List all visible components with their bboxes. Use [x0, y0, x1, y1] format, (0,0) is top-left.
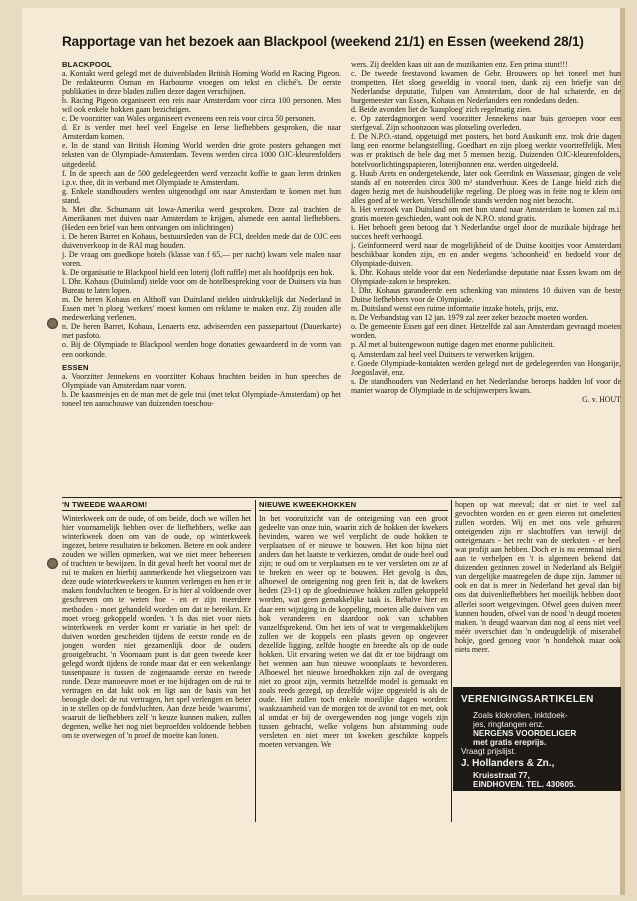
essen-item: l. Dhr. Kohaus garandeerde een schenking van minstens 10 duiven van de beste Duitse liefhebbers voor de Olympiade.: [351, 286, 621, 305]
essen-heading: ESSEN: [62, 362, 89, 372]
punch-hole: [47, 558, 58, 569]
blackpool-item: i. De heren Barret en Kohaus, bestuursleden van de FCI, deelden mede dat de OJC een duivenverkoop in de RAI mag houden.: [62, 231, 341, 250]
blackpool-item: a. Kontakt werd gelegd met de duivenbladen British Homing World en Racing Pigeon. De redakteuren Osman en Harbourne vroegen om tekst en cliché's. De eerste publikaties in deze bladen zullen dezer dagen verschijnen.: [62, 69, 341, 97]
continuation-text: hopen op wat meeval; dat er niet te veel zal gevochten worden en er geen eieren tot omeletten zullen worden. Wij en met ons vele gehuren onteigenden zijn er slachtoffers van terwijl de onteigenaars - het recht van de sterksten - er heel wat profijt aan hebben. Doch er is nu eenmaal niets aan te verhelpen en 't is algemeen bekend dat duizenden gezinnen zowel in Nederland als België van dergelijke maatregelen de dupe zijn. Jammer is ook en dat is meer in Nederland het geval dan bij ons dat duivenliefhebbers het moeilijk hebben door allerlei soort wetgevingen. Ofwel geen duiven meer kunnen houden, ofwel van de nood 'n deugd moeten maken. 'n deugd waarvan dan nog al eens niet veel méér overschiet dan 'n ondeugdelijk of miserabel hokje, goed genoeg voor 'n hondehok maar ook niets meer.: [455, 500, 621, 654]
blackpool-item: j. De vraag om goedkope hotels (klasse van f 65,— per nacht) kwam vele malen naar voren.: [62, 249, 341, 269]
essen-item-b-continued: wers. Zij deelden kaas uit aan de muzikanten enz. Een prima stunt!!!: [351, 60, 568, 69]
essen-item: s. De standhouders van Nederland en het Nederlandse beroeps hadden lof voor de manier waarop de Olympiade in de schijnwerpers kwam.: [351, 376, 621, 395]
essen-item: n. De Verbandstag van 12 jan. 1979 zal zeer zeker bezocht moeten worden.: [351, 313, 589, 323]
author-signature: G. v. HOUT: [582, 394, 621, 404]
essen-item: r. Goede Olympiade-kontakten werden gelegd met de gedelegeerden van Hongarije, Joegoslavië, enz.: [351, 358, 621, 377]
column-divider: [451, 500, 452, 822]
ad-highlight: NERGENS VOORDELIGER: [473, 729, 577, 738]
essen-item-a: a. Voorzitter Jennekens en voorzitter Kohaus brachten beiden in hun speeches de Olympiade van Amsterdam naar voren.: [62, 371, 341, 390]
advertisement: [453, 687, 621, 791]
article-title: Rapportage van het bezoek aan Blackpool (weekend 21/1) en Essen (weekend 28/1): [62, 34, 584, 49]
blackpool-item: g. Enkele standhouders werden uitgenodigd om naar Amsterdam te komen met hun stand.: [62, 186, 341, 205]
blackpool-heading: BLACKPOOL: [62, 60, 112, 69]
blackpool-item: d. Er is verder met heel veel Engelse en Ierse liefhebbers gesproken, die naar Amsterdam komen.: [62, 123, 341, 142]
continuation-column: [455, 500, 621, 654]
essen-item: e. Op zaterdagmorgen werd voorzitter Jennekens naar huis geroepen voor een sterfgeval. Zijn schoonzoon was plotseling overleden.: [351, 114, 621, 133]
essen-item: i. Het behoeft geen betoog dat 't Nederlandse orgel door de muzikale bijdrage het succes heeft verhoogd.: [351, 222, 621, 241]
section-divider: [62, 497, 622, 498]
kweekhokken-heading: NIEUWE KWEEKHOKKEN: [259, 500, 448, 511]
ad-line: Zoals klokrollen, inktdoek-: [473, 711, 568, 720]
ad-line: met gratis ereprijs.: [473, 738, 547, 747]
punch-hole: [47, 318, 58, 329]
essen-items: [351, 69, 621, 395]
waarom-column: [62, 500, 251, 740]
essen-item: j. Geïnformeerd werd naar de mogelijkheid of de Duitse kooitjes voor Amsterdam beschikbaar konden zijn, en en ander wegens 'schoonheid' en bedoeld voor de Olympiade-duiven.: [351, 240, 621, 269]
essen-item-b-start: b. De kaasmeisjes en de man met de gele trui (met tekst Olympiade-Amsterdam) op het toneel ten aanschouwe van duizenden toeschou-: [62, 389, 341, 408]
column-divider: [255, 500, 256, 822]
blackpool-item: h. Met dhr. Schumann uit Iowa-Amerika werd gesproken. Deze zal trachten de Amerikanen met duiven naar Amsterdam te krijgen, alsmede een aantal liefhebbers. (Heden een brief van hem ontvangen om inlichtingen): [62, 204, 341, 232]
essen-item: g. Huub Arets en ondergetekende, later ook Geerdink en Wassenaar, gingen de vele stands af en noteerden circa 300 m² standverhuur. Kees de Lange hield zich die dagen bezig met de huishoudelijke regeling. De ploeg was in feite nog te klein om alles goed af te werken. Verschillende stands werden nog niet bezocht.: [351, 168, 621, 205]
essen-item: h. Het verzoek van Duitsland om met hun stand naar Amsterdam te komen zal m.i. gratis moeten geschieden, want ook de N.P.O. stond gratis.: [351, 204, 621, 223]
blackpool-item: l. Dhr. Kohaus (Duitsland) stelde voor om de hotelbespreking voor de Duitsers via hun Bureau te laten lopen.: [62, 277, 341, 296]
blackpool-item: o. Bij de Olympiade te Blackpool werden hoge donaties gewaardeerd in de vorm van een oorkonde.: [62, 340, 341, 359]
waarom-heading: 'N TWEEDE WAAROM!: [62, 500, 251, 511]
essen-item: k. Dhr. Kohaus stelde voor dat een Nederlandse deputatie naar Essen kwam om de Olympiade-zaken te bespreken.: [351, 268, 621, 287]
blackpool-item: k. De organisatie te Blackpool hield een loterij (loft ruffle) met als hoofdprijs een hok.: [62, 268, 335, 278]
ad-street: Kruisstraat 77,: [473, 771, 530, 780]
essen-item: p. Al met al buitengewoon nuttige dagen met enorme publiciteit.: [351, 340, 555, 350]
blackpool-item: b. Racing Pigeon organiseert een reis naar Amsterdam voor circa 100 personen. Men wil ook enkele hokken gaan bezichtigen.: [62, 96, 341, 115]
blackpool-item: n. De heren Barret, Kohaus, Lenaerts enz. adviseerden een passepartout (Dauerkarte) met pasfoto.: [62, 322, 341, 341]
report-left-column: [62, 60, 341, 408]
essen-item: c. De tweede feestavond kwamen de Gebr. Brouwers op het toneel met hun trompetten. Het sloeg geweldig in vooral toen, dank zij een briefje van de Nederlandse deputatie, Tulpen van Amsterdam, door de hal schaterde, en de burgemeester van Essen, Kohaus en Nederlanders een rondedans deden.: [351, 69, 621, 106]
blackpool-item: c. De voorzitter van Wales organiseert eveneens een reis voor circa 50 personen.: [62, 114, 316, 124]
ad-city: EINDHOVEN. TEL. 430605.: [473, 780, 576, 789]
blackpool-item: f. In de speech aan de 500 gedelegeerden werd verzocht koffie te gaan leren drinken i.p.v. thee, dit in verband met Olympiade te Amsterdam.: [62, 168, 341, 187]
blackpool-item: e. In de stand van British Homing World werden drie grote posters gehangen met teksten van de Olympiade-Amsterdam. Tevens werden circa 1000 OJC-kleurenfolders uitgedeeld.: [62, 141, 341, 169]
essen-item: f. De N.P.O.-stand, opgetuigd met posters, het bord Auskunft enz. trok drie dagen lang een enorme belangstelling. Goedhart en zijn ploeg werkte voortreffelijk. Men was er praktisch de hele dag met 5 mensen bezig. Duizenden OJC-kleurenfolders, hotelvoorlichtingspapieren, loterijbonnen enz. werden uitgedeeld.: [351, 132, 621, 169]
blackpool-item: m. De heren Kohaus en Althoff van Duitsland stelden uitdrukkelijk dat Nederland in Essen met 'n ploeg 'werkers' moest komen om reklame te maken enz. Zij zouden alle medewerking verlenen.: [62, 295, 341, 323]
essen-item: d. Beide avonden liet de 'kaasploeg' zich regelmatig zien.: [351, 105, 532, 115]
ad-line: jes, ringtangen enz.: [473, 720, 545, 729]
blackpool-items: [62, 69, 341, 359]
essen-item: q. Amsterdam zal heel veel Duitsers te verwerken krijgen.: [351, 349, 535, 359]
report-right-column: [351, 60, 621, 404]
waarom-text: Winterkweek om de oude, of om beide, doch we willen het hier voornamelijk hebben over de liefhebbers, welke aan winterkweek doen om van de oude, op winterkweek ingezet, betere resultaten te bekomen. Betere en ook andere zouden we willen opmerken, wat we niet meer beheersen of trachten te bewijzen. In dit geval heeft het vooral met de rui te maken en hierbij aanmerkende het vliegseizoen van deze oude winterkweekers te kunnen verlengen en hen er te maken fondvluchten te beogen. Er is hier al voldoende over geschreven om te weten hoe - en er zijn meerdere methoden - moet gehandeld worden om dat te bereiken. Er moet vroeg gekoppeld worden. 't Is dus niet voor niets winterkweek en verder komt er variatie in het spel: de duiven worden gescheiden tijdens de eerste ronde en de jongen worden niet gezamenlijk door de ouders grootgebracht. 'n Voornaam punt is dat geen tweede keer gelegd wordt tijdens de ronde maar dat er een wekenlange tussenpauze is tussen de zogenaamde eerste en tweede ronde. Deze manoeuvre moet er toe bijdragen om de rui te vertragen en dat lukt ook en ligt aan de basis van het beoogde doel: de rui vertragen, het spel verlengen en beter in te stellen op de fondvluchten. Aan deze beide 'waaroms', waaruit de liefhebbers zelf 'n keuze kunnen maken, zullen degenen, welke het nog niet beproefden voldoende hebben om te overwegen of 'n proef de moeite kan lonen.: [62, 514, 251, 741]
essen-item: m. Duitsland wenst een ruime informatie inzake hotels, prijs, enz.: [351, 304, 559, 314]
ad-company: J. Hollanders & Zn.,: [461, 758, 555, 769]
essen-item: o. De gemeente Essen gaf een diner. Hetzelfde zal aan Amsterdam gevraagd moeten worden.: [351, 322, 621, 341]
kweekhokken-text: In het vooruitzicht van de onteigening van een groot gedeelte van onze tuin, waarin zich de hokken der kwekers bevinden, waren we wel verplicht de oude hokken te verplaatsen of er nieuwe te bouwen. Het kon bijna niet anders dan het laatste te verkiezen, omdat de oude heel oud zijn; te oud om te verplaatsen en te ver versleten om ze af te breken en weer op te bouwen. Het gevolg is dus, alhoewel de onteigening nog geen feit is, dat de kwekers heden (23-1) op de gloednieuwe hokken zullen gekoppeld worden, wat geen gemakkelijke taak is. Behalve hier en daar een wijziging in de koppeling, moeten alle duiven van hok veranderen en daardoor ook van schabben vanzelfsprekend. Om het iets of wat te vergemakkelijken zullen we de koppels een plaats geven op ongeveer dezelfde ligging, zelfde hoogte en breedte als op de oude hokken. Uit ervaring weten we dat dit er toe bijdraagt om het wennen aan hun nieuwe woonplaats te bevorderen. Alhoewel het nieuwe broedhokken zijn zal de overgang niet zo groot zijn, vermits hetzelfde model is gemaakt en zoals reeds gezegd, op dezelfde wijze opgesteld is als de oude. Het zullen toch enkele moeilijke dagen worden: waakzaamheid van de morgen tot de avond tot en met, ook al omdat er bij de overgewenden nog jonge vogels zijn tussen gebracht, welke volgens hun afstamming oude versleten en niet meer tot kweken geschikte koppels moeten vervangen. We: [259, 514, 448, 750]
ad-line: Vraagt prijslijst.: [461, 747, 517, 756]
kweekhokken-column: [259, 500, 448, 749]
ad-title: VERENIGINGSARTIKELEN: [461, 694, 594, 705]
